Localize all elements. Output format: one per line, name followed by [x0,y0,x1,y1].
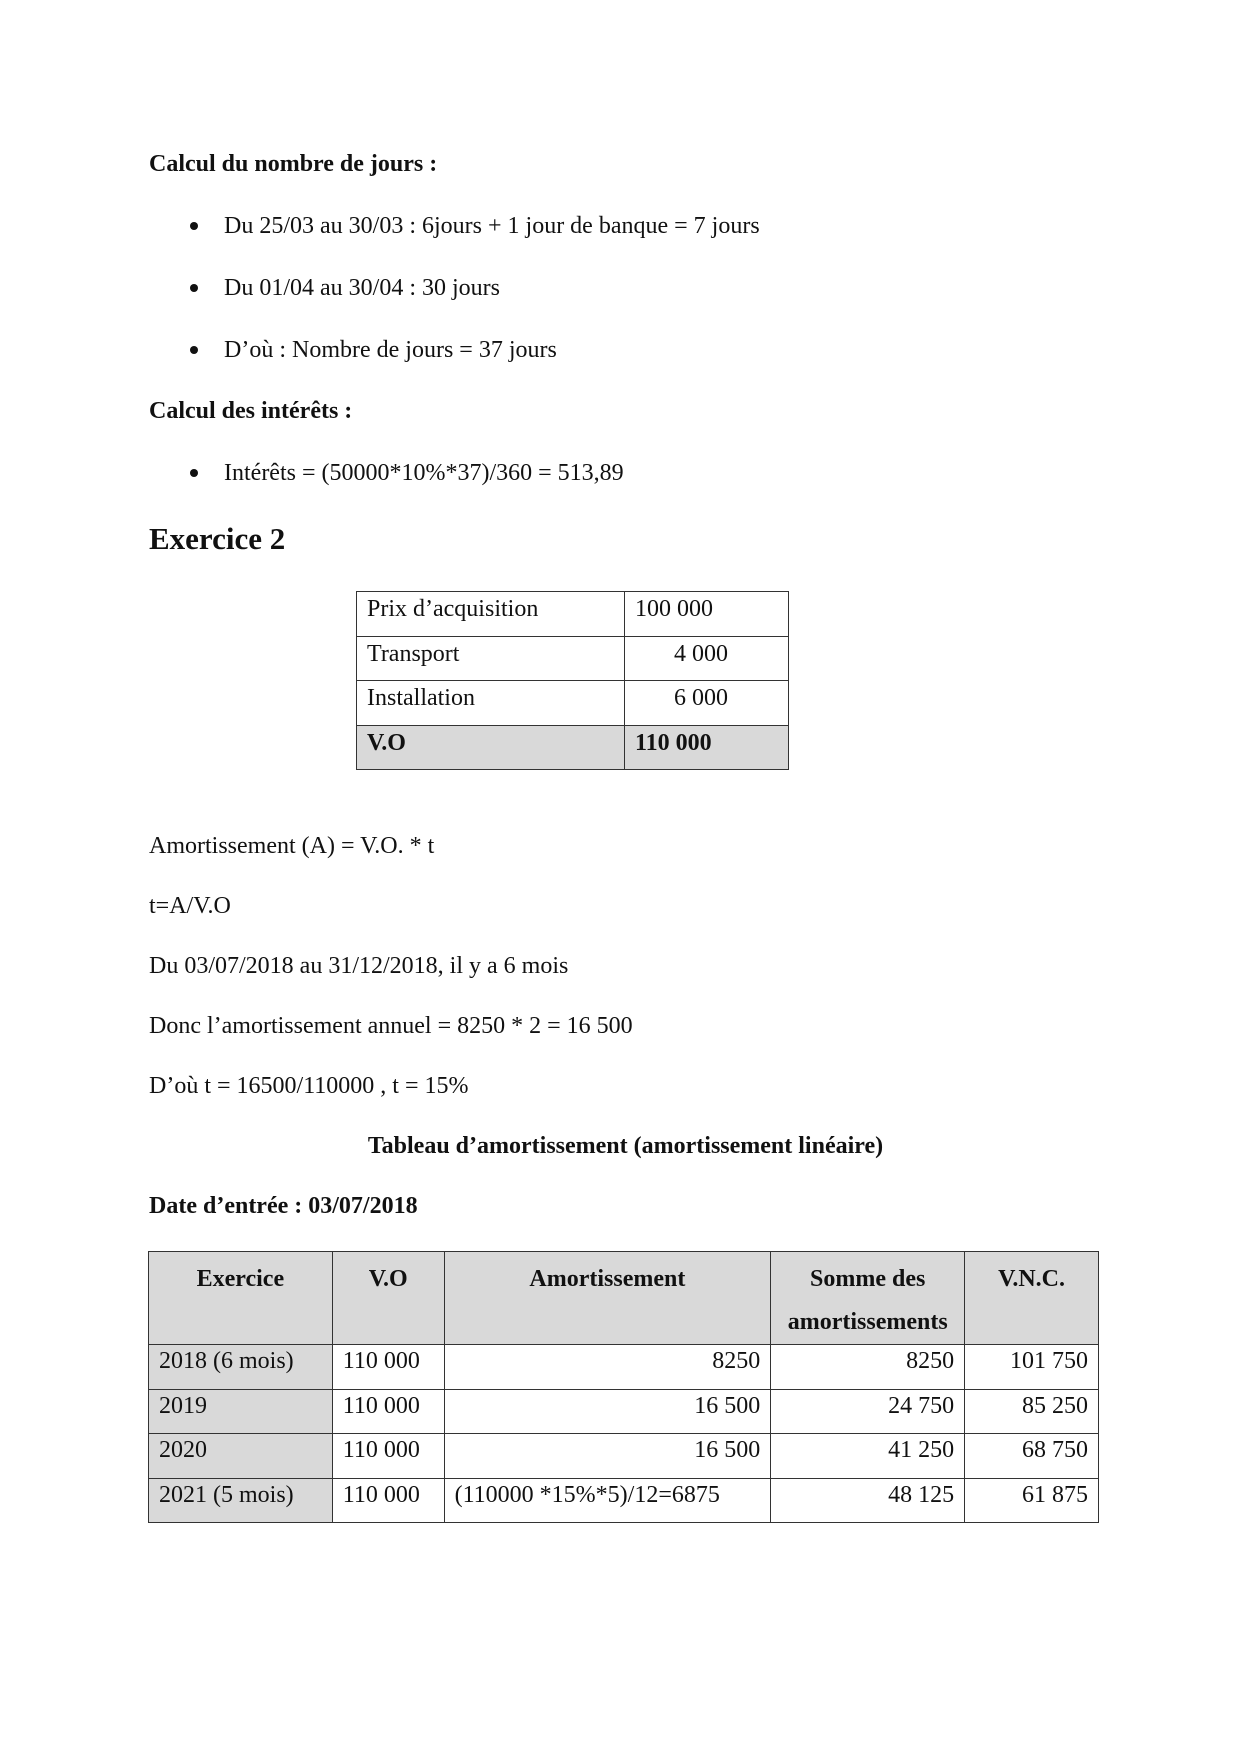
cost-value: 6 000 [625,681,789,726]
col-header-vnc: V.N.C. [965,1252,1099,1345]
table-row [357,681,789,726]
col-header-vo: V.O [332,1252,444,1345]
table-header-row [149,1252,1099,1345]
heading-days-calculation: Calcul du nombre de jours : [149,151,438,177]
cell-vnc: 61 875 [965,1478,1099,1523]
formula-line-4: Donc l’amortissement annuel = 8250 * 2 = 16 500 [149,1013,633,1039]
cost-value: 4 000 [625,636,789,681]
heading-interest-calculation: Calcul des intérêts : [149,398,353,424]
cell-somme: 48 125 [771,1478,965,1523]
formula-line-2: t=A/V.O [149,893,231,919]
cost-total-value: 110 000 [625,725,789,770]
table-row [149,1434,1099,1479]
bullet-days-2: Du 01/04 au 30/04 : 30 jours [224,275,500,301]
col-header-amortissement: Amortissement [444,1252,771,1345]
table-row-total [357,725,789,770]
cost-total-label: V.O [357,725,625,770]
cell-exercice: 2020 [149,1434,333,1479]
table-row [149,1389,1099,1434]
cell-somme: 8250 [771,1345,965,1390]
cost-value: 100 000 [625,592,789,637]
table-row [357,592,789,637]
cell-vnc: 68 750 [965,1434,1099,1479]
cell-vo: 110 000 [332,1345,444,1390]
cell-somme: 41 250 [771,1434,965,1479]
cell-exercice: 2019 [149,1389,333,1434]
cell-somme: 24 750 [771,1389,965,1434]
amortization-table-title: Tableau d’amortissement (amortissement linéaire) [367,1133,884,1159]
cell-amortissement: (110000 *15%*5)/12=6875 [444,1478,771,1523]
exercise-title: Exercice 2 [149,521,286,556]
bullet-days-1: Du 25/03 au 30/03 : 6jours + 1 jour de banque = 7 jours [224,213,760,239]
amortization-table [148,1251,1099,1523]
cell-exercice: 2018 (6 mois) [149,1345,333,1390]
cell-vnc: 101 750 [965,1345,1099,1390]
acquisition-cost-table [356,591,789,770]
bullet-days-3: D’où : Nombre de jours = 37 jours [224,337,557,363]
col-header-somme-line1: Somme des [810,1266,926,1292]
col-header-somme-line2: amortissements [787,1309,948,1335]
bullet-icon [190,469,198,477]
cell-vnc: 85 250 [965,1389,1099,1434]
cell-vo: 110 000 [332,1434,444,1479]
formula-line-5: D’où t = 16500/110000 , t = 15% [149,1073,469,1099]
formula-line-3: Du 03/07/2018 au 31/12/2018, il y a 6 mois [149,953,569,979]
cell-vo: 110 000 [332,1478,444,1523]
cost-label: Installation [357,681,625,726]
cell-amortissement: 16 500 [444,1389,771,1434]
formula-line-1: Amortissement (A) = V.O. * t [149,833,435,859]
col-header-somme [771,1252,965,1345]
table-row [357,636,789,681]
bullet-icon [190,284,198,292]
cell-vo: 110 000 [332,1389,444,1434]
cost-label: Prix d’acquisition [357,592,625,637]
cell-amortissement: 8250 [444,1345,771,1390]
table-row [149,1345,1099,1390]
cost-label: Transport [357,636,625,681]
cell-exercice: 2021 (5 mois) [149,1478,333,1523]
table-row [149,1478,1099,1523]
col-header-exercice: Exercice [149,1252,333,1345]
bullet-interest: Intérêts = (50000*10%*37)/360 = 513,89 [224,460,624,486]
bullet-icon [190,346,198,354]
entry-date: Date d’entrée : 03/07/2018 [149,1193,418,1219]
cell-amortissement: 16 500 [444,1434,771,1479]
bullet-icon [190,222,198,230]
